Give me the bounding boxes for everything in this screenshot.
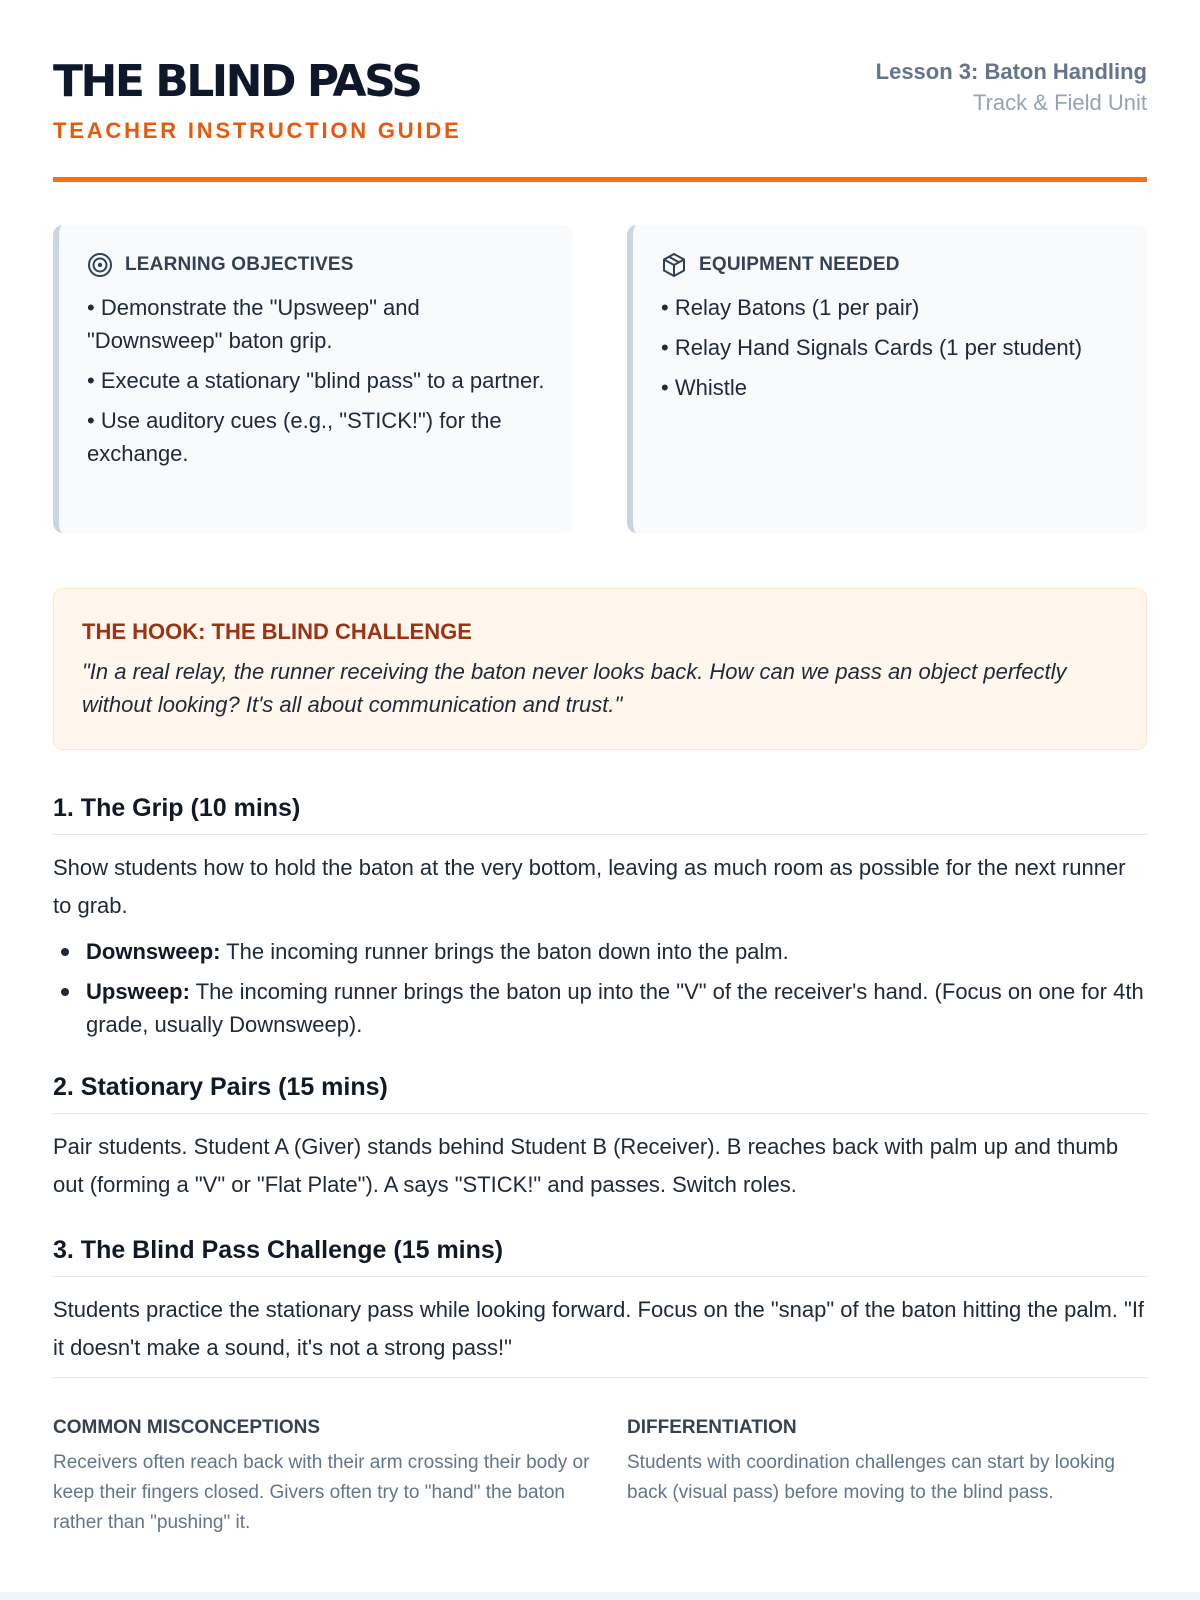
equipment-item: • Relay Batons (1 per pair) xyxy=(661,291,1119,324)
target-icon xyxy=(87,252,113,278)
misconceptions-title: COMMON MISCONCEPTIONS xyxy=(53,1417,321,1438)
equipment-item: • Whistle xyxy=(661,371,1119,404)
page-footer xyxy=(53,1414,1147,1538)
misconceptions-block xyxy=(53,1414,593,1538)
objective-item: • Execute a stationary "blind pass" to a partner. xyxy=(87,364,545,397)
equipment-list xyxy=(661,291,1119,404)
bottom-band xyxy=(0,1592,1200,1600)
list-item xyxy=(53,935,1147,968)
grip-desc: The incoming runner brings the baton down into the palm. xyxy=(220,939,789,964)
equipment-item: • Relay Hand Signals Cards (1 per student) xyxy=(661,331,1119,364)
unit-label: Track & Field Unit xyxy=(972,90,1147,115)
list-item xyxy=(53,975,1147,1041)
section-text: Students practice the stationary pass while looking forward. Focus on the "snap" of the baton hitting the palm. "If it doesn't make a sound, it's not a strong pass!" xyxy=(53,1297,1145,1360)
differentiation-block xyxy=(627,1414,1147,1538)
page-title: THE BLIND PASS xyxy=(53,56,421,107)
grip-term: Downsweep: xyxy=(86,939,221,964)
section-grip xyxy=(53,792,1147,1041)
section-title: 2. Stationary Pairs (15 mins) xyxy=(53,1071,1147,1114)
hook-callout xyxy=(53,588,1147,750)
lesson-label: Lesson 3: Baton Handling xyxy=(875,59,1147,84)
grip-term: Upsweep: xyxy=(86,979,190,1004)
box-icon xyxy=(661,252,687,278)
hook-quote: "In a real relay, the runner receiving the baton never looks back. How can we pass an object perfectly without looking? It's all about communication and trust." xyxy=(82,659,1067,717)
objectives-card-header xyxy=(87,251,545,279)
info-cards xyxy=(53,225,1147,533)
objective-item: • Use auditory cues (e.g., "STICK!") for the exchange. xyxy=(87,404,545,470)
differentiation-text: Students with coordination challenges can start by looking back (visual pass) before moving to the blind pass. xyxy=(627,1452,1115,1503)
page-header xyxy=(53,0,1147,177)
objectives-title: LEARNING OBJECTIVES xyxy=(125,254,354,275)
objectives-list xyxy=(87,291,545,470)
objectives-card xyxy=(53,225,573,533)
header-divider xyxy=(53,177,1147,182)
title-block xyxy=(53,56,462,144)
section-stationary-pairs xyxy=(53,1071,1147,1204)
page-subtitle: TEACHER INSTRUCTION GUIDE xyxy=(53,118,462,143)
equipment-card xyxy=(627,225,1147,533)
section-title: 1. The Grip (10 mins) xyxy=(53,792,1147,835)
misconceptions-text: Receivers often reach back with their arm crossing their body or keep their fingers closed. Givers often try to "hand" the baton rather than "pushing" it. xyxy=(53,1452,590,1533)
equipment-title: EQUIPMENT NEEDED xyxy=(699,254,900,275)
section-text: Pair students. Student A (Giver) stands behind Student B (Receiver). B reaches back with palm up and thumb out (forming a "V" or "Flat Plate"). A says "STICK!" and passes. Switch roles. xyxy=(53,1134,1119,1197)
objective-item: • Demonstrate the "Upsweep" and "Downsweep" baton grip. xyxy=(87,291,545,357)
section-text: Show students how to hold the baton at the very bottom, leaving as much room as possible for the next runner to grab. xyxy=(53,855,1126,918)
hook-title: THE HOOK: THE BLIND CHALLENGE xyxy=(82,619,472,644)
grip-list xyxy=(53,935,1147,1041)
section-title: 3. The Blind Pass Challenge (15 mins) xyxy=(53,1234,1147,1277)
section-blind-pass-challenge xyxy=(53,1234,1147,1367)
equipment-card-header xyxy=(661,251,1119,279)
lesson-meta xyxy=(876,56,1147,120)
differentiation-title: DIFFERENTIATION xyxy=(627,1417,797,1438)
footer-divider xyxy=(53,1377,1147,1378)
grip-desc: The incoming runner brings the baton up into the "V" of the receiver's hand. (Focus on one for 4th grade, usually Downsweep). xyxy=(86,979,1144,1037)
